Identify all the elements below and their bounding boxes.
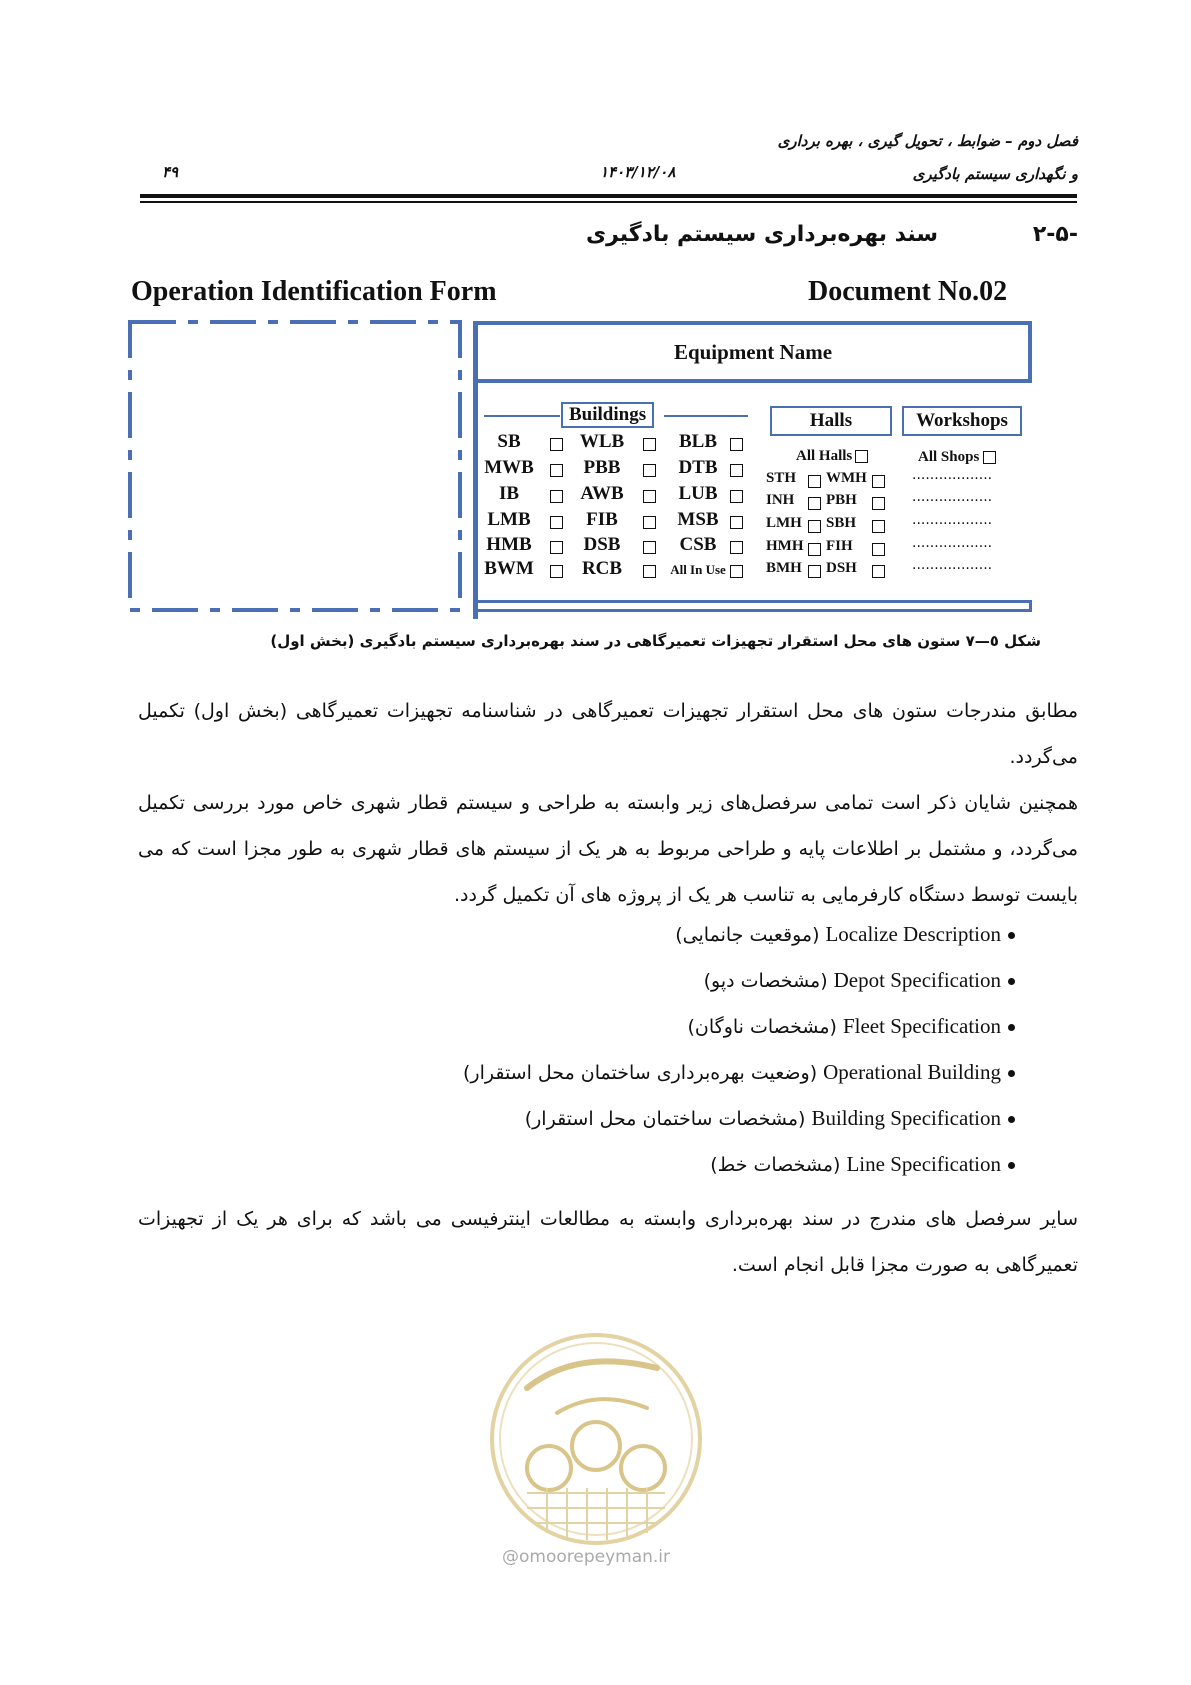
paragraph-3: سایر سرفصل های مندرج در سند بهره‌برداری وابسته به مطالعات اینترفیسی می باشد که برای هر یک از تجهیزات تعمیرگاهی به صورت مجزا قابل انجام است. bbox=[138, 1208, 1078, 1276]
building-checkbox[interactable] bbox=[730, 516, 743, 529]
building-code-label: CSB bbox=[679, 534, 717, 555]
building-checkbox[interactable] bbox=[730, 565, 743, 578]
page-number: ۴۹ bbox=[162, 163, 179, 181]
building-checkbox[interactable] bbox=[643, 541, 656, 554]
hall-checkbox[interactable] bbox=[808, 475, 821, 488]
building-code-label: BWM bbox=[484, 558, 534, 579]
building-code-label: All In Use bbox=[670, 562, 726, 577]
form-bottom-bar bbox=[474, 600, 1032, 612]
hall-code-label: WMH bbox=[826, 470, 867, 486]
bullet-dot bbox=[1008, 978, 1015, 985]
buildings-line-left bbox=[484, 415, 560, 417]
bullet-english-text: Building Specification bbox=[811, 1106, 1001, 1130]
bullet-dot bbox=[1008, 1116, 1015, 1123]
hall-code-label: LMH bbox=[766, 515, 802, 531]
building-checkbox[interactable] bbox=[643, 490, 656, 503]
hall-checkbox[interactable] bbox=[808, 565, 821, 578]
bullet-item bbox=[525, 1106, 1001, 1131]
paragraph-2: همچنین شایان ذکر است تمامی سرفصل‌های زیر وابسته به طراحی و سیستم قطار شهری خاص مورد بررسی تکمیل می‌گردد، و مشتمل بر اطلاعات پایه و طراحی مربوط به هر یک از سیستم های قطار شهری به طور مجزا است که می بایست توسط دستگاه کارفرمایی به تناسب هر یک از پروژه های آن تکمیل گردد. bbox=[138, 792, 1078, 906]
hall-code-label: DSH bbox=[826, 560, 857, 576]
bullet-item bbox=[688, 1014, 1002, 1039]
building-code-label: MWB bbox=[484, 457, 534, 478]
hall-checkbox[interactable] bbox=[872, 565, 885, 578]
building-checkbox[interactable] bbox=[730, 541, 743, 554]
watermark-site: @omoorepeyman.ir bbox=[502, 1547, 671, 1567]
document-number: Document No.02 bbox=[808, 276, 1008, 307]
bullet-english-text: Fleet Specification bbox=[842, 1014, 1001, 1038]
chapter-title-line2: و نگهداری سیستم بادگیری bbox=[912, 165, 1078, 183]
chapter-title-line1: فصل دوم – ضوابط ، تحویل گیری ، بهره برداری bbox=[777, 132, 1078, 150]
building-checkbox[interactable] bbox=[643, 516, 656, 529]
bullet-english-text: Depot Specification bbox=[833, 968, 1001, 992]
workshop-blank-line: .................. bbox=[912, 489, 993, 505]
building-checkbox[interactable] bbox=[550, 516, 563, 529]
hall-checkbox[interactable] bbox=[872, 543, 885, 556]
section-number: ۲-۵- bbox=[1032, 222, 1078, 247]
building-code-label: DSB bbox=[583, 534, 621, 555]
bullet-item bbox=[675, 922, 1001, 947]
hall-code-label: HMH bbox=[766, 538, 804, 554]
building-code-label: MSB bbox=[677, 509, 719, 530]
bullet-english-text: Operational Building bbox=[823, 1060, 1001, 1084]
workshop-blank-line: .................. bbox=[912, 467, 993, 483]
building-code-label: BLB bbox=[678, 431, 718, 452]
bullet-persian-text: (مشخصات دپو) bbox=[703, 969, 828, 992]
building-code-label: FIB bbox=[586, 509, 618, 530]
workshop-blank-line: .................. bbox=[912, 512, 993, 528]
hall-checkbox[interactable] bbox=[808, 520, 821, 533]
building-code-label: LMB bbox=[487, 509, 531, 530]
workshop-blank-line: .................. bbox=[912, 557, 993, 573]
building-code-label: HMB bbox=[486, 534, 532, 555]
header-date: ۱۴۰۳/۱۲/۰۸ bbox=[600, 163, 676, 181]
hall-code-label: INH bbox=[766, 492, 795, 508]
form-title: Operation Identification Form bbox=[131, 276, 497, 307]
hall-checkbox[interactable] bbox=[808, 543, 821, 556]
building-checkbox[interactable] bbox=[643, 464, 656, 477]
watermark-logo bbox=[487, 1328, 705, 1550]
building-checkbox[interactable] bbox=[730, 464, 743, 477]
hall-checkbox[interactable] bbox=[872, 497, 885, 510]
building-checkbox[interactable] bbox=[643, 565, 656, 578]
halls-header bbox=[770, 406, 892, 436]
buildings-line-right bbox=[664, 415, 748, 417]
header-rule-thin bbox=[140, 201, 1077, 203]
bullet-dot bbox=[1008, 1070, 1015, 1077]
all-shops-option[interactable] bbox=[918, 449, 996, 466]
equipment-name-label: Equipment Name bbox=[673, 339, 833, 364]
buildings-label: Buildings bbox=[561, 402, 654, 428]
bullet-persian-text: (مشخصات خط) bbox=[710, 1153, 841, 1176]
figure-caption: شکل ٥—۷ ستون های محل استقرار تجهیزات تعمیرگاهی در سند بهره‌برداری سیستم بادگیری (بخش اول) bbox=[270, 632, 1041, 650]
bullet-item bbox=[710, 1152, 1001, 1177]
bullet-english-text: Localize Description bbox=[825, 922, 1001, 946]
bullet-dot bbox=[1008, 1162, 1015, 1169]
hall-checkbox[interactable] bbox=[872, 520, 885, 533]
building-checkbox[interactable] bbox=[550, 541, 563, 554]
building-checkbox[interactable] bbox=[643, 438, 656, 451]
workshops-label: Workshops bbox=[916, 410, 1008, 431]
equipment-name-box bbox=[474, 321, 1032, 383]
hall-code-label: BMH bbox=[766, 560, 802, 576]
bullet-item bbox=[463, 1060, 1001, 1085]
hall-code-label: PBH bbox=[826, 492, 857, 508]
hall-code-label: STH bbox=[766, 470, 797, 486]
bullet-english-text: Line Specification bbox=[846, 1152, 1001, 1176]
building-code-label: RCB bbox=[581, 558, 623, 579]
header-rule-thick bbox=[140, 194, 1077, 198]
building-checkbox[interactable] bbox=[550, 438, 563, 451]
section-title: سند بهره‌برداری سیستم بادگیری bbox=[585, 222, 938, 247]
bullet-persian-text: (مشخصات ساختمان محل استقرار) bbox=[524, 1107, 806, 1130]
paragraph-1: مطابق مندرجات ستون های محل استقرار تجهیزات تعمیرگاهی در شناسنامه تجهیزات تعمیرگاهی (بخش اول) تکمیل می‌گردد. bbox=[138, 700, 1078, 768]
bullet-dot bbox=[1008, 1024, 1015, 1031]
building-checkbox[interactable] bbox=[730, 490, 743, 503]
bullet-dot bbox=[1008, 932, 1015, 939]
halls-label: Halls bbox=[809, 410, 853, 431]
building-code-label: DTB bbox=[678, 457, 718, 478]
bullet-persian-text: (وضعیت بهره‌برداری ساختمان محل استقرار) bbox=[462, 1061, 818, 1084]
all-halls-label: All Halls bbox=[796, 448, 853, 464]
bullet-item bbox=[704, 968, 1001, 993]
all-shops-checkbox[interactable] bbox=[983, 451, 996, 464]
image-placeholder-dashed-box bbox=[128, 320, 462, 612]
building-code-label: LUB bbox=[678, 483, 718, 504]
bullet-persian-text: (مشخصات ناوگان) bbox=[687, 1015, 837, 1038]
all-shops-label: All Shops bbox=[918, 449, 980, 465]
hall-checkbox[interactable] bbox=[808, 497, 821, 510]
building-checkbox[interactable] bbox=[550, 565, 563, 578]
workshops-header bbox=[902, 406, 1022, 436]
hall-code-label: SBH bbox=[826, 515, 857, 531]
all-halls-checkbox[interactable] bbox=[855, 450, 868, 463]
building-code-label: IB bbox=[498, 483, 520, 504]
hall-code-label: FIH bbox=[826, 538, 853, 554]
building-code-label: SB bbox=[497, 431, 521, 452]
building-code-label: AWB bbox=[580, 483, 624, 504]
all-halls-option[interactable] bbox=[796, 448, 868, 465]
bullet-persian-text: (موقعیت جانمایی) bbox=[675, 923, 820, 946]
building-checkbox[interactable] bbox=[550, 464, 563, 477]
building-code-label: WLB bbox=[579, 431, 625, 452]
building-checkbox[interactable] bbox=[730, 438, 743, 451]
building-code-label: PBB bbox=[583, 457, 621, 478]
hall-checkbox[interactable] bbox=[872, 475, 885, 488]
workshop-blank-line: .................. bbox=[912, 535, 993, 551]
building-checkbox[interactable] bbox=[550, 490, 563, 503]
